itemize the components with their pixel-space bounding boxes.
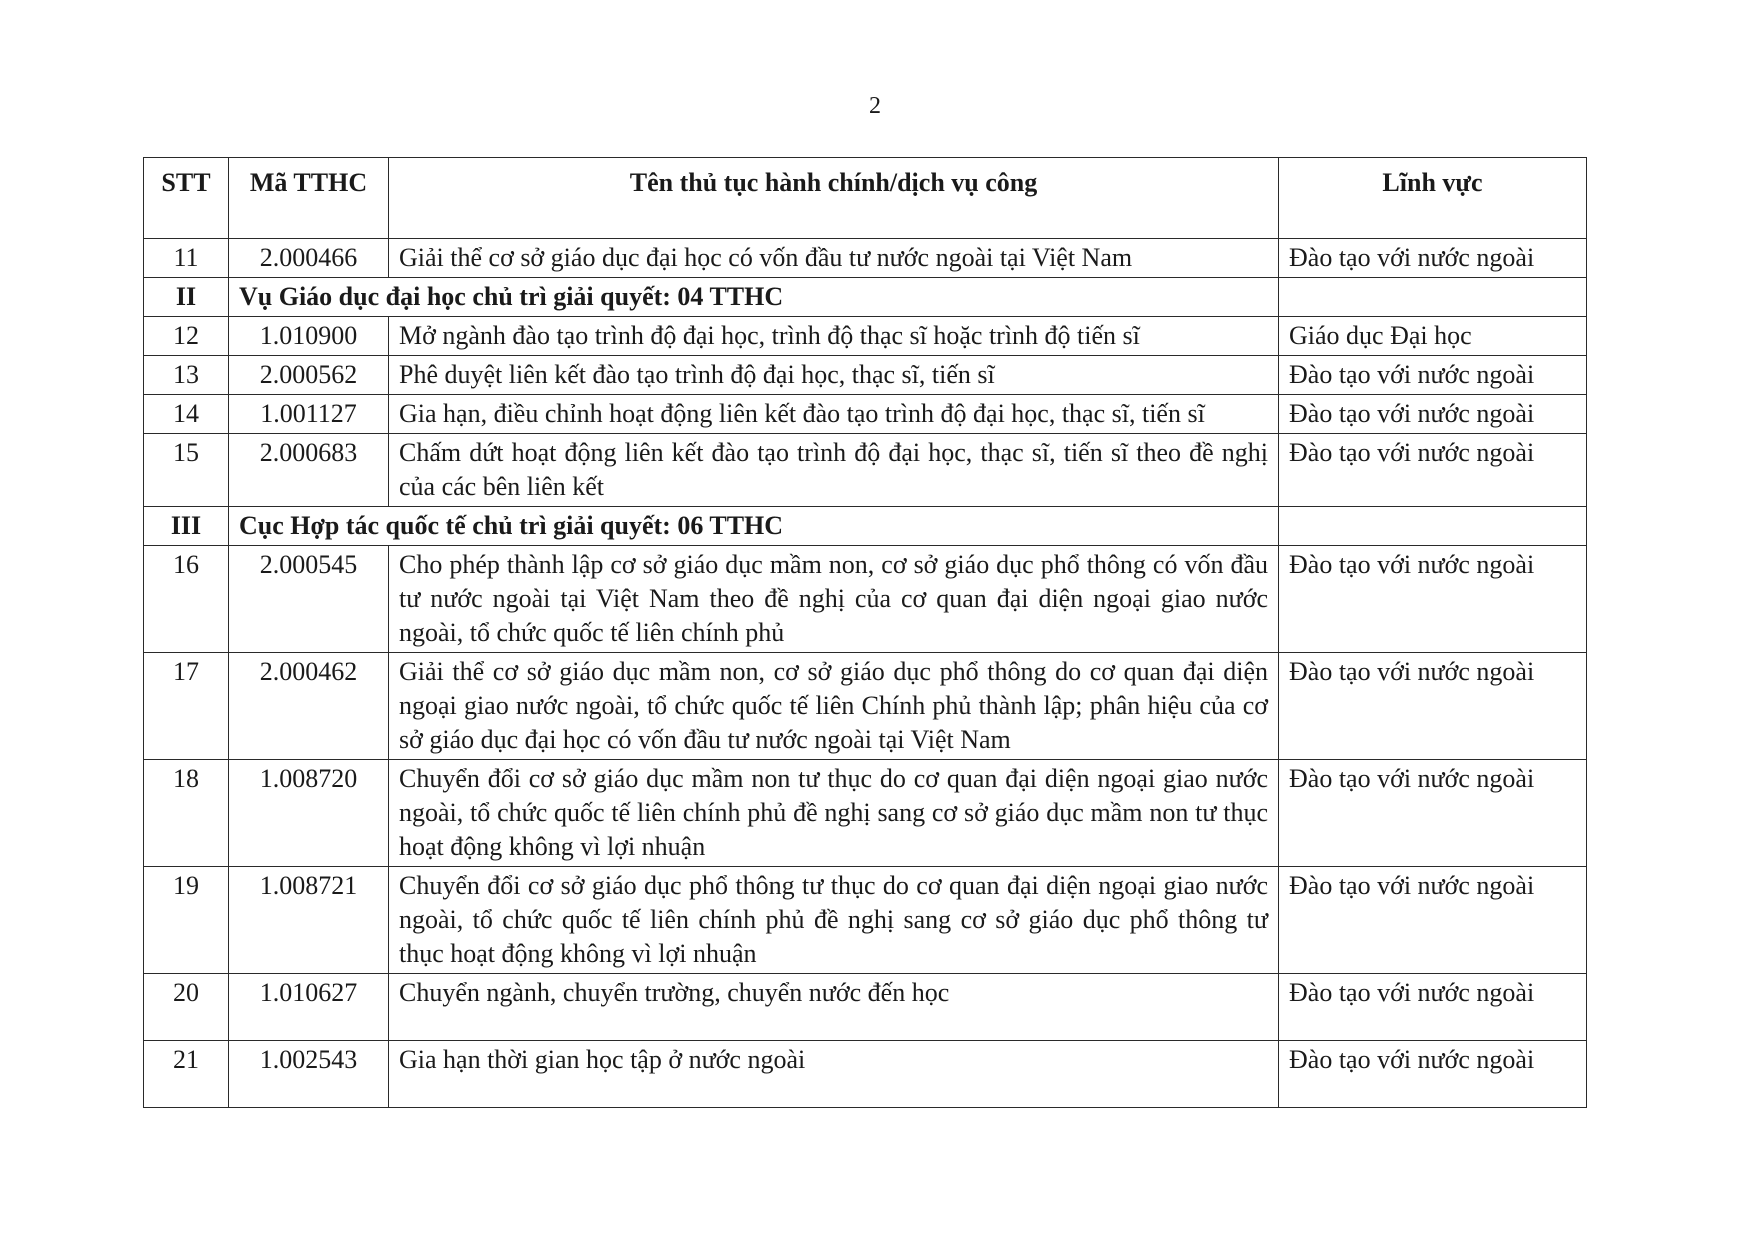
row-stt: 19 — [144, 867, 229, 974]
row-procedure-name: Phê duyệt liên kết đào tạo trình độ đại học, thạc sĩ, tiến sĩ — [389, 356, 1279, 395]
table-row — [144, 867, 1587, 974]
table-row — [144, 974, 1587, 1041]
table-row — [144, 356, 1587, 395]
group-row — [144, 507, 1587, 546]
header-field: Lĩnh vực — [1279, 158, 1587, 239]
row-code: 2.000562 — [229, 356, 389, 395]
header-stt: STT — [144, 158, 229, 239]
row-stt: 13 — [144, 356, 229, 395]
row-code: 1.008721 — [229, 867, 389, 974]
row-procedure-name: Giải thể cơ sở giáo dục đại học có vốn đầu tư nước ngoài tại Việt Nam — [389, 239, 1279, 278]
row-code: 2.000466 — [229, 239, 389, 278]
row-stt: 18 — [144, 760, 229, 867]
group-title: Vụ Giáo dục đại học chủ trì giải quyết: 04 TTHC — [229, 278, 1279, 317]
row-field: Đào tạo với nước ngoài — [1279, 867, 1587, 974]
row-stt: 20 — [144, 974, 229, 1041]
group-field-cell — [1279, 278, 1587, 317]
row-field: Đào tạo với nước ngoài — [1279, 653, 1587, 760]
table-row — [144, 760, 1587, 867]
row-stt: 12 — [144, 317, 229, 356]
row-procedure-name: Cho phép thành lập cơ sở giáo dục mầm non, cơ sở giáo dục phổ thông có vốn đầu tư nước ngoài tại Việt Nam theo đề nghị của cơ quan đại diện ngoại giao nước ngoài, tổ chức quốc tế liên chính phủ — [389, 546, 1279, 653]
header-name: Tên thủ tục hành chính/dịch vụ công — [389, 158, 1279, 239]
row-field: Đào tạo với nước ngoài — [1279, 760, 1587, 867]
row-code: 1.002543 — [229, 1041, 389, 1108]
row-field: Đào tạo với nước ngoài — [1279, 356, 1587, 395]
row-code: 2.000545 — [229, 546, 389, 653]
table-row — [144, 239, 1587, 278]
row-code: 1.008720 — [229, 760, 389, 867]
row-code: 1.010627 — [229, 974, 389, 1041]
group-row — [144, 278, 1587, 317]
table-row — [144, 653, 1587, 760]
page-number: 2 — [869, 93, 881, 119]
table-row — [144, 546, 1587, 653]
table-row — [144, 395, 1587, 434]
row-procedure-name: Giải thể cơ sở giáo dục mầm non, cơ sở giáo dục phổ thông do cơ quan đại diện ngoại giao nước ngoài, tổ chức quốc tế liên Chính phủ thành lập; phân hiệu của cơ sở giáo dục đại học có vốn đầu tư nước ngoài tại Việt Nam — [389, 653, 1279, 760]
row-procedure-name: Chuyển đổi cơ sở giáo dục mầm non tư thục do cơ quan đại diện ngoại giao nước ngoài, tổ chức quốc tế liên chính phủ đề nghị sang cơ sở giáo dục mầm non tư thục hoạt động không vì lợi nhuận — [389, 760, 1279, 867]
row-code: 1.001127 — [229, 395, 389, 434]
group-number: III — [144, 507, 229, 546]
table-row — [144, 1041, 1587, 1108]
row-code: 2.000462 — [229, 653, 389, 760]
row-stt: 16 — [144, 546, 229, 653]
row-stt: 21 — [144, 1041, 229, 1108]
row-field: Đào tạo với nước ngoài — [1279, 239, 1587, 278]
table-header-row — [144, 158, 1587, 239]
row-procedure-name: Chuyển ngành, chuyển trường, chuyển nước đến học — [389, 974, 1279, 1041]
row-stt: 17 — [144, 653, 229, 760]
row-field: Đào tạo với nước ngoài — [1279, 434, 1587, 507]
row-code: 2.000683 — [229, 434, 389, 507]
table-row — [144, 317, 1587, 356]
row-stt: 15 — [144, 434, 229, 507]
table-body — [144, 239, 1587, 1108]
row-field: Giáo dục Đại học — [1279, 317, 1587, 356]
procedures-table — [143, 157, 1587, 1108]
row-stt: 11 — [144, 239, 229, 278]
row-code: 1.010900 — [229, 317, 389, 356]
row-field: Đào tạo với nước ngoài — [1279, 1041, 1587, 1108]
header-code: Mã TTHC — [229, 158, 389, 239]
row-procedure-name: Gia hạn, điều chỉnh hoạt động liên kết đào tạo trình độ đại học, thạc sĩ, tiến sĩ — [389, 395, 1279, 434]
row-procedure-name: Mở ngành đào tạo trình độ đại học, trình độ thạc sĩ hoặc trình độ tiến sĩ — [389, 317, 1279, 356]
table-row — [144, 434, 1587, 507]
row-stt: 14 — [144, 395, 229, 434]
group-field-cell — [1279, 507, 1587, 546]
group-title: Cục Hợp tác quốc tế chủ trì giải quyết: 06 TTHC — [229, 507, 1279, 546]
row-field: Đào tạo với nước ngoài — [1279, 974, 1587, 1041]
row-field: Đào tạo với nước ngoài — [1279, 395, 1587, 434]
row-procedure-name: Gia hạn thời gian học tập ở nước ngoài — [389, 1041, 1279, 1108]
row-field: Đào tạo với nước ngoài — [1279, 546, 1587, 653]
row-procedure-name: Chuyển đổi cơ sở giáo dục phổ thông tư thục do cơ quan đại diện ngoại giao nước ngoài, tổ chức quốc tế liên chính phủ đề nghị sang cơ sở giáo dục phổ thông tư thục hoạt động không vì lợi nhuận — [389, 867, 1279, 974]
group-number: II — [144, 278, 229, 317]
row-procedure-name: Chấm dứt hoạt động liên kết đào tạo trình độ đại học, thạc sĩ, tiến sĩ theo đề nghị của các bên liên kết — [389, 434, 1279, 507]
